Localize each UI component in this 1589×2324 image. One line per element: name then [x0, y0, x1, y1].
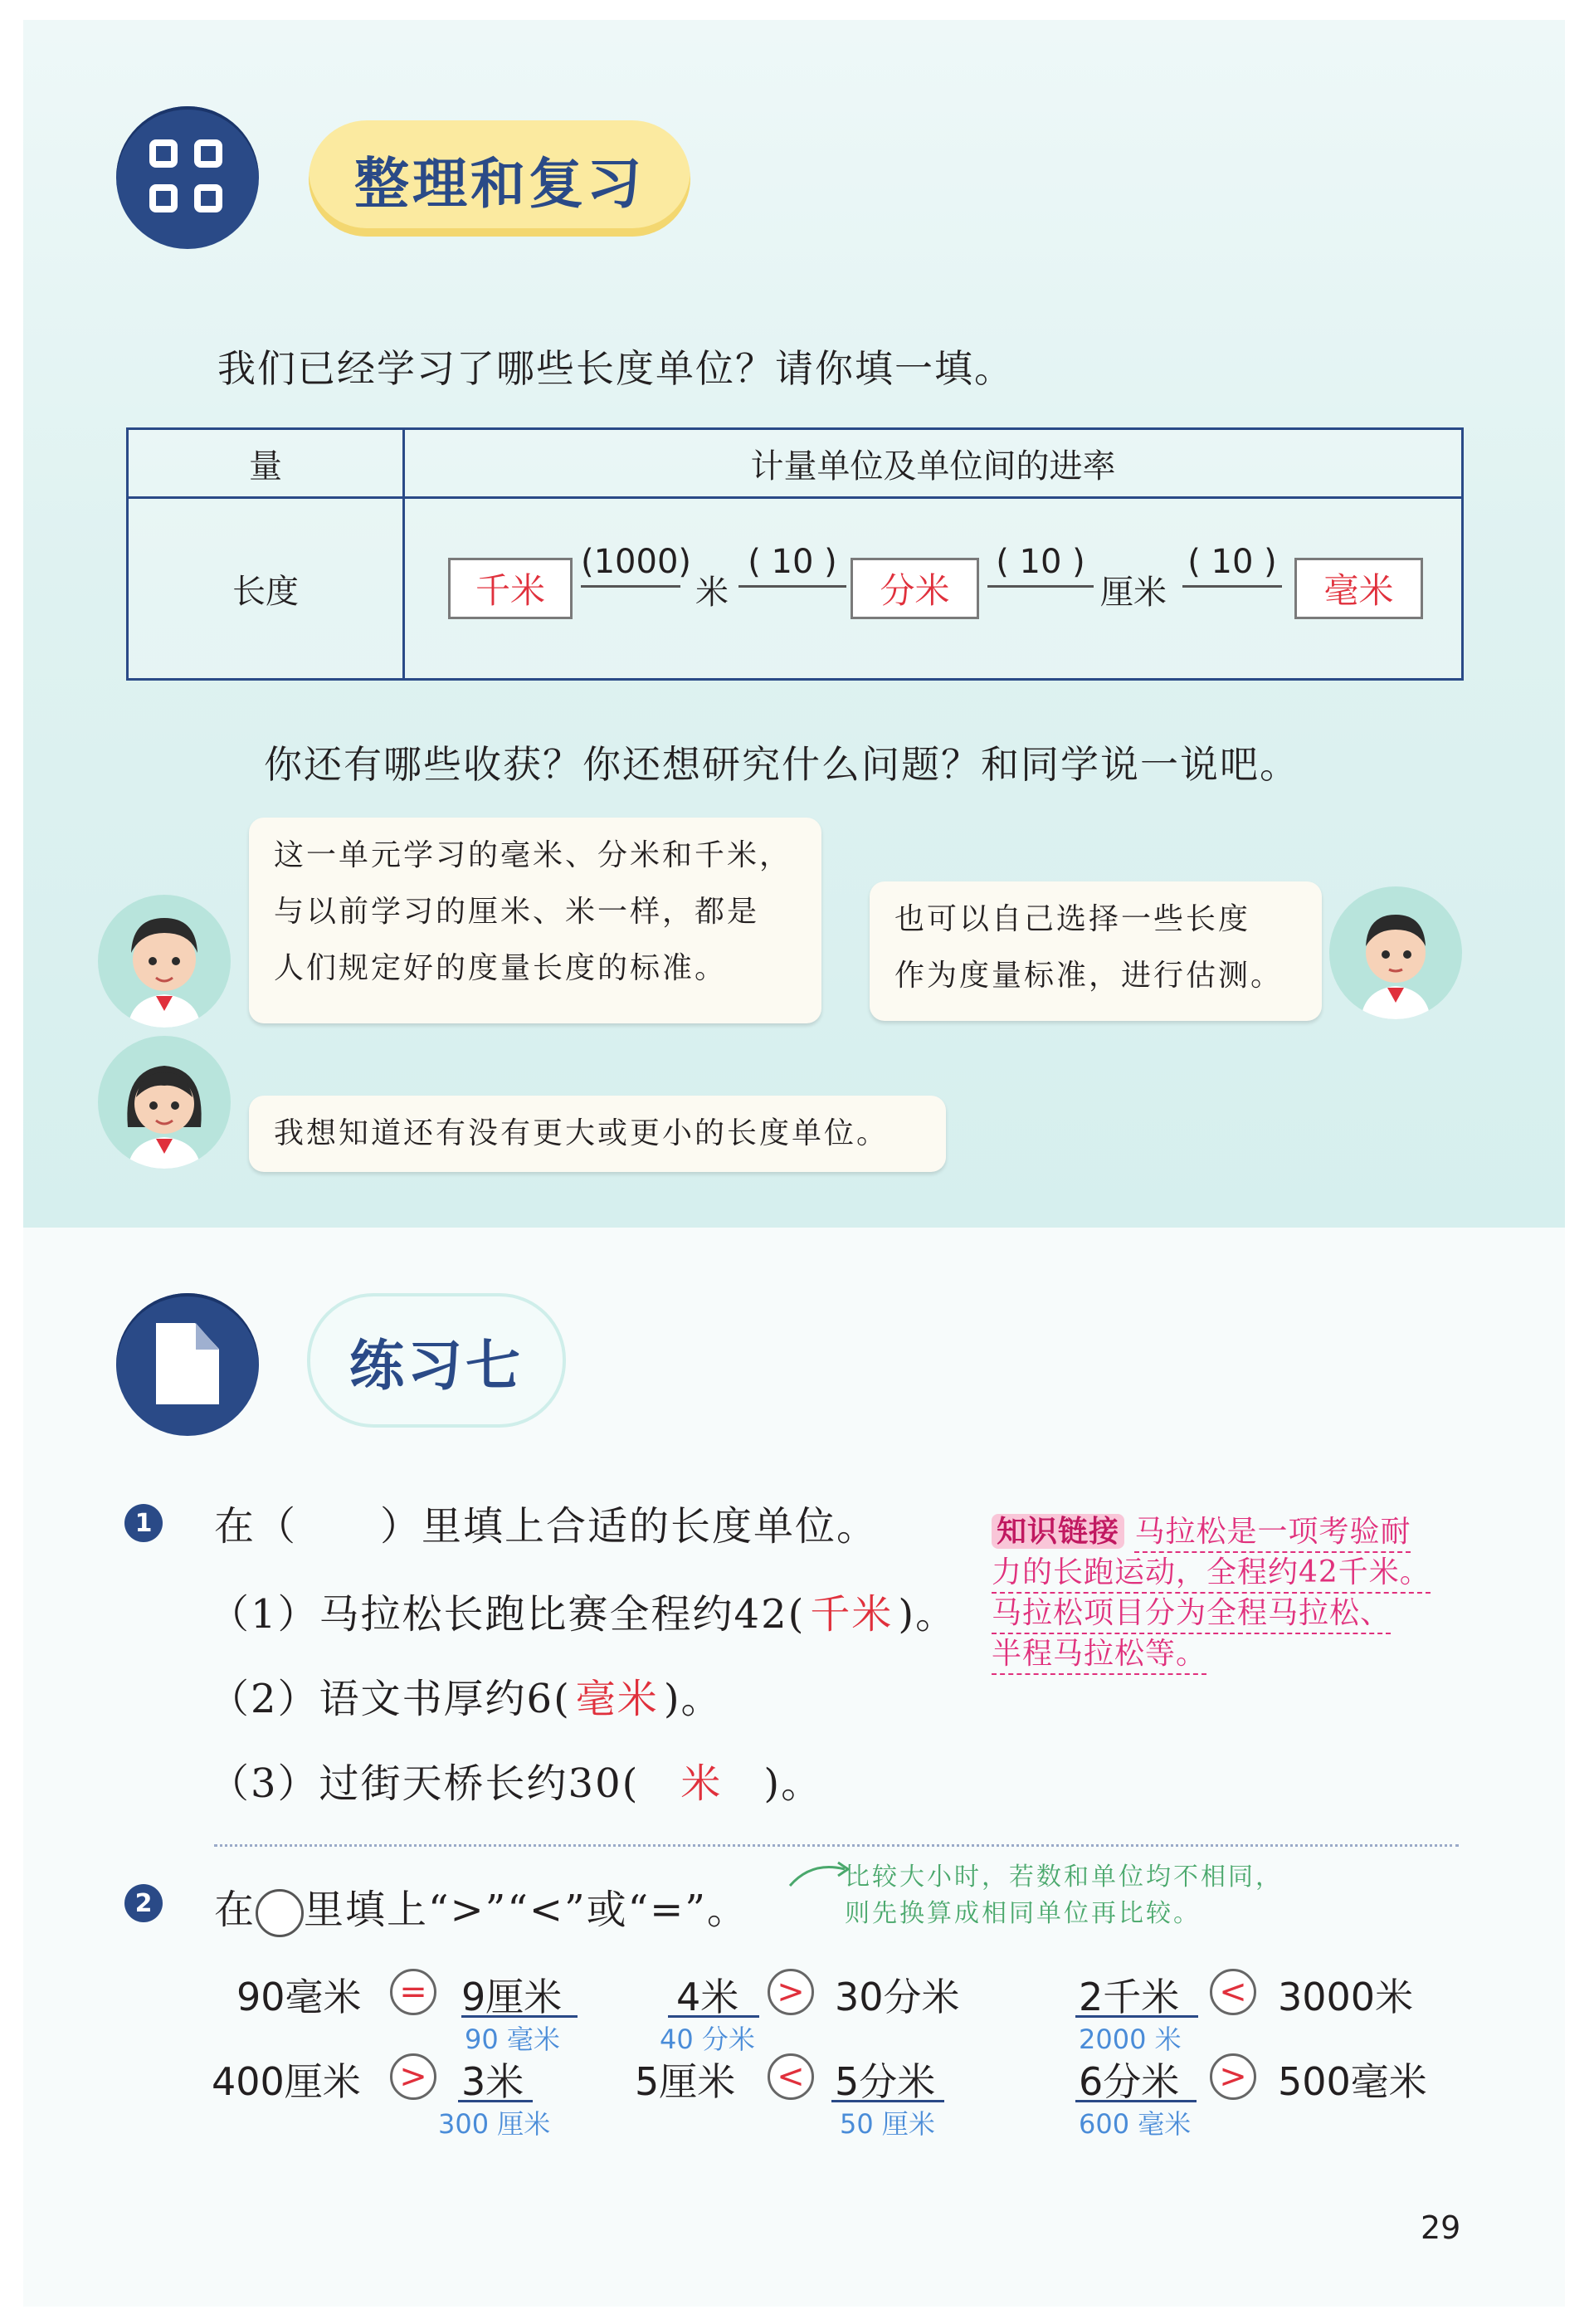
review-question: 我们已经学习了哪些长度单位？请你填一填。: [217, 346, 1014, 391]
bubble-2-line-2: 作为度量标准，进行估测。: [894, 959, 1284, 993]
unit-answer-mm: 毫米: [1294, 558, 1423, 619]
table-row-quantity: 长度: [232, 572, 299, 611]
bubble-1-line-2: 与以前学习的厘米、米一样，都是: [274, 895, 760, 929]
q1-item-1: （1）马拉松长跑比赛全程约42( 千米 )。: [209, 1582, 957, 1639]
bubble-2-line-1: 也可以自己选择一些长度: [894, 902, 1251, 936]
q1-item-1-answer: 千米: [810, 1591, 894, 1638]
speech-bubble-2: [870, 881, 1322, 1021]
cmp-5-note: 50 厘米: [840, 2108, 935, 2140]
cmp-1-right: 9厘米: [461, 1975, 563, 2019]
table-header-quantity: 量: [249, 447, 282, 486]
cmp-6-left: 6分米: [1079, 2059, 1180, 2104]
review-title: 整理和复习: [309, 120, 690, 237]
comparison-hint: 比较大小时，若数和单位均不相同， 则先换算成相同单位再比较。: [845, 1863, 1283, 1928]
bubble-1-line-1: 这一单元学习的毫米、分米和千米，: [274, 838, 792, 872]
page-number: 29: [1421, 2209, 1461, 2246]
grid-icon: [149, 139, 226, 216]
exercise-section-icon: [116, 1293, 259, 1436]
cmp-2-note: 40 分米: [660, 2024, 755, 2055]
rate-cm-mm: ( 10 ): [1182, 544, 1282, 588]
q1-item-2-answer: 毫米: [575, 1676, 659, 1722]
cmp-6-right: 500毫米: [1278, 2059, 1427, 2104]
q1-item-3-answer: 米: [680, 1760, 723, 1807]
speech-bubble-3: 我想知道还有没有更大或更小的长度单位。: [249, 1096, 946, 1172]
unit-answer-km: 千米: [448, 558, 573, 619]
cmp-3-right: 3000米: [1278, 1975, 1414, 2019]
question-2-prompt: 在 里填上“>”“<”或“=”。: [214, 1877, 748, 1937]
empty-circle-icon: [256, 1889, 304, 1937]
cmp-5-sign: <: [768, 2053, 814, 2100]
girl-avatar: [98, 1036, 231, 1169]
question-2-badge: 2: [124, 1884, 163, 1922]
review-section-icon: [116, 106, 259, 249]
question-1-badge: 1: [124, 1504, 163, 1542]
speech-bubble-1: [249, 818, 821, 1023]
cmp-2-right: 30分米: [835, 1975, 960, 2019]
cmp-4-right: 3米: [461, 2059, 524, 2104]
review-prompt-2: 你还有哪些收获？你还想研究什么问题？和同学说一说吧。: [264, 742, 1299, 787]
hint-arrow-icon: [787, 1858, 853, 1891]
knowledge-link-note: 知识链接 马拉松是一项考验耐 力的长跑运动，全程约42千米。 马拉松项目分为全程马拉松、 半程马拉松等。: [992, 1512, 1456, 1675]
cmp-3-left: 2千米: [1079, 1975, 1180, 2019]
table-header-units: 计量单位及单位间的进率: [750, 447, 1116, 486]
cmp-1-sign: =: [390, 1969, 436, 2015]
cmp-1-note: 90 毫米: [465, 2024, 560, 2055]
document-icon: [156, 1323, 219, 1404]
unit-answer-dm: 分米: [851, 558, 979, 619]
rate-km-m: (1000): [581, 544, 680, 588]
cmp-4-sign: >: [390, 2053, 436, 2100]
cmp-1-left: 90毫米: [236, 1975, 362, 2019]
cmp-4-left: 400厘米: [212, 2059, 361, 2104]
cmp-6-sign: >: [1210, 2053, 1256, 2100]
cmp-4-note: 300 厘米: [438, 2108, 551, 2140]
section-divider: [214, 1844, 1459, 1847]
cmp-2-left: 4米: [676, 1975, 739, 2019]
cmp-5-right: 5分米: [835, 2059, 936, 2104]
cmp-3-note: 2000 米: [1079, 2024, 1182, 2055]
boy-avatar-left: [98, 895, 231, 1028]
rate-dm-cm: ( 10 ): [987, 544, 1094, 588]
cmp-5-left: 5厘米: [635, 2059, 736, 2104]
q1-item-2: （2）语文书厚约6( 毫米 )。: [209, 1667, 723, 1724]
cmp-3-sign: <: [1210, 1969, 1256, 2015]
q1-item-3: （3）过街天桥长约30( 米 )。: [209, 1751, 822, 1809]
cmp-6-note: 600 毫米: [1079, 2108, 1192, 2140]
cmp-2-sign: >: [768, 1969, 814, 2015]
question-1-prompt: 在（ ）里填上合适的长度单位。: [214, 1503, 879, 1550]
unit-m: 米: [695, 574, 729, 612]
boy-avatar-right: [1329, 886, 1462, 1019]
bubble-1-line-3: 人们规定好的度量长度的标准。: [274, 951, 728, 985]
exercise-title: 练习七: [307, 1293, 566, 1428]
unit-cm: 厘米: [1100, 574, 1167, 612]
knowledge-link-label: 知识链接: [992, 1514, 1124, 1549]
rate-m-dm: ( 10 ): [738, 544, 846, 588]
